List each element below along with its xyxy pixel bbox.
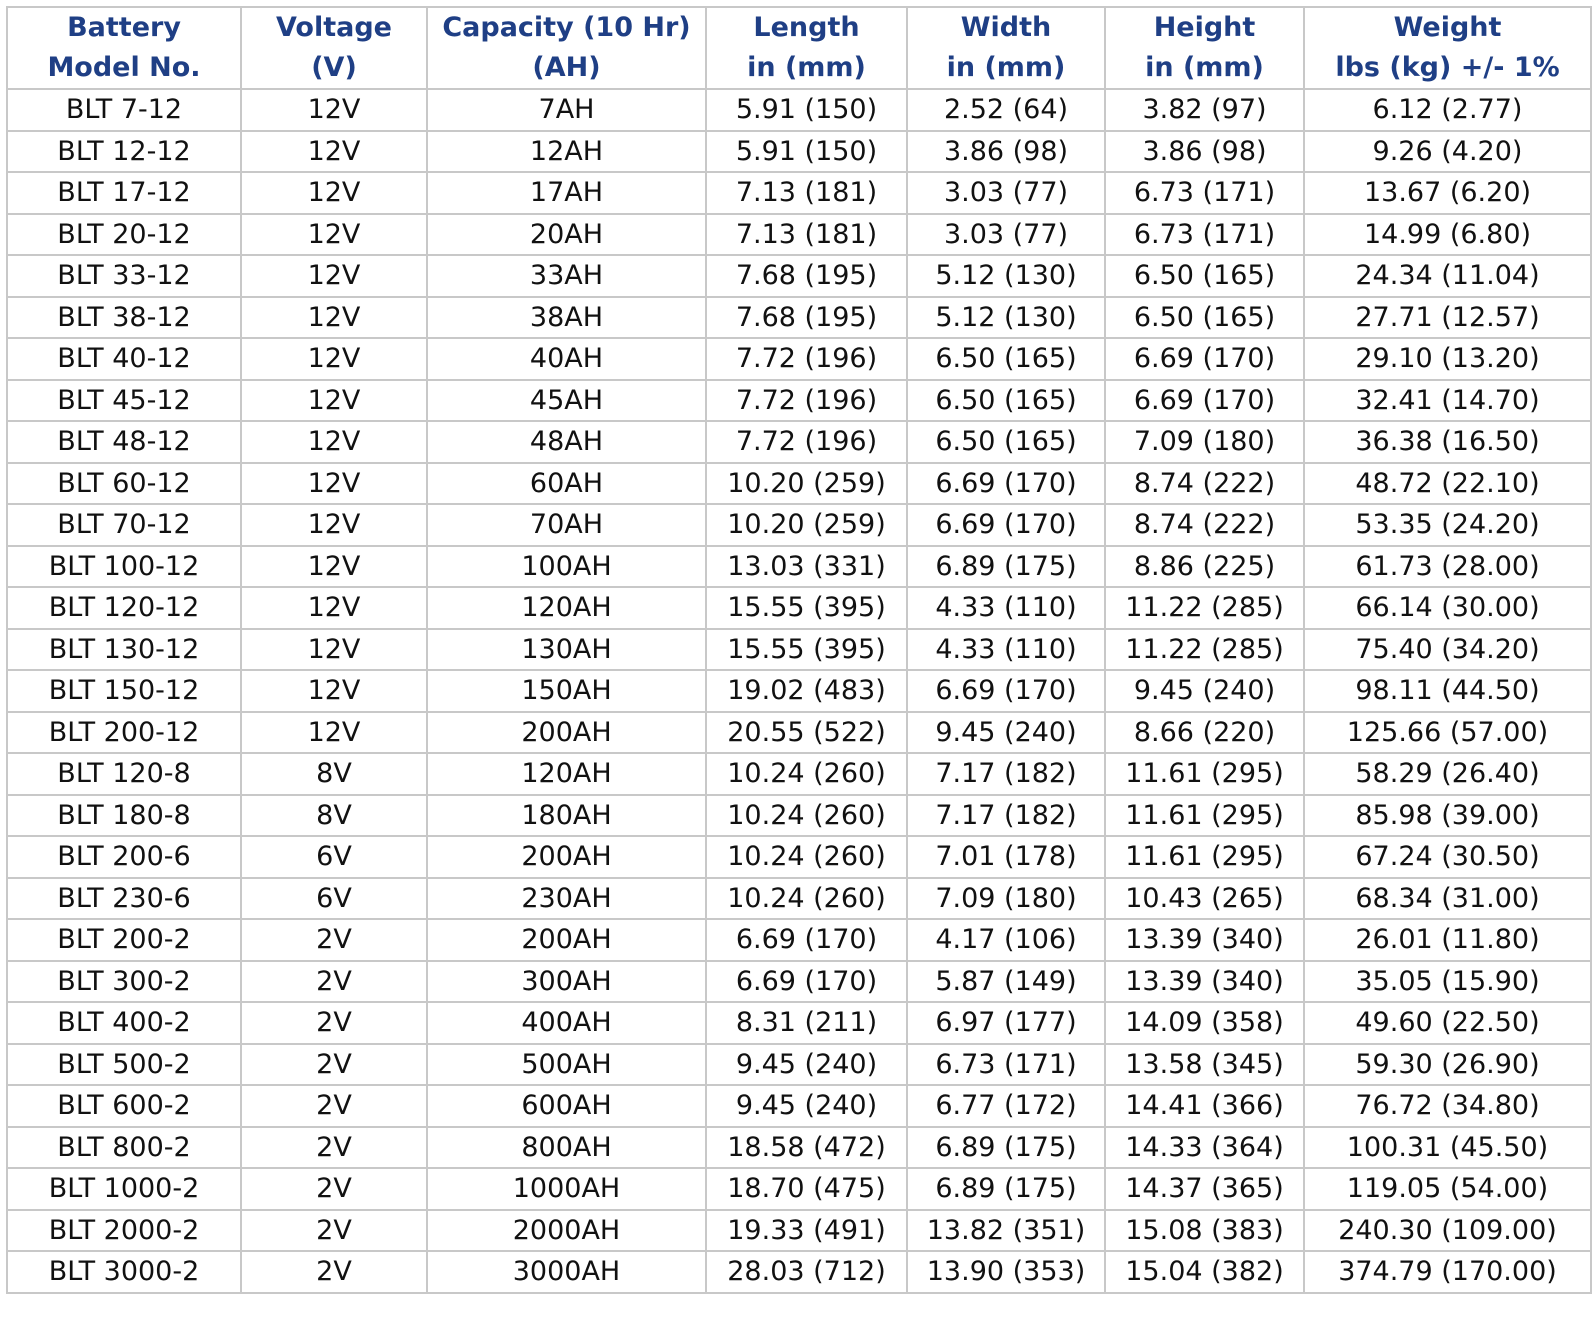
cell-height: 10.43 (265)	[1105, 878, 1304, 920]
cell-width: 7.09 (180)	[907, 878, 1105, 920]
cell-voltage: 2V	[241, 1168, 427, 1210]
cell-width: 7.17 (182)	[907, 795, 1105, 837]
cell-width: 6.69 (170)	[907, 504, 1105, 546]
cell-height: 8.86 (225)	[1105, 546, 1304, 588]
cell-model: BLT 17-12	[7, 172, 241, 214]
cell-voltage: 12V	[241, 712, 427, 754]
cell-voltage: 12V	[241, 629, 427, 671]
cell-voltage: 2V	[241, 1085, 427, 1127]
cell-weight: 14.99 (6.80)	[1304, 214, 1591, 256]
cell-height: 6.69 (170)	[1105, 380, 1304, 422]
cell-height: 11.61 (295)	[1105, 753, 1304, 795]
cell-capacity: 17AH	[427, 172, 706, 214]
cell-length: 19.02 (483)	[706, 670, 907, 712]
cell-height: 6.50 (165)	[1105, 255, 1304, 297]
battery-spec-table	[6, 6, 1592, 1294]
cell-length: 18.58 (472)	[706, 1127, 907, 1169]
cell-length: 10.24 (260)	[706, 795, 907, 837]
cell-model: BLT 150-12	[7, 670, 241, 712]
cell-model: BLT 40-12	[7, 338, 241, 380]
cell-capacity: 230AH	[427, 878, 706, 920]
cell-voltage: 12V	[241, 172, 427, 214]
cell-height: 7.09 (180)	[1105, 421, 1304, 463]
cell-width: 5.87 (149)	[907, 961, 1105, 1003]
cell-width: 6.50 (165)	[907, 421, 1105, 463]
cell-model: BLT 120-8	[7, 753, 241, 795]
cell-capacity: 60AH	[427, 463, 706, 505]
cell-length: 20.55 (522)	[706, 712, 907, 754]
cell-model: BLT 7-12	[7, 89, 241, 131]
cell-length: 19.33 (491)	[706, 1210, 907, 1252]
cell-model: BLT 130-12	[7, 629, 241, 671]
cell-weight: 68.34 (31.00)	[1304, 878, 1591, 920]
cell-weight: 27.71 (12.57)	[1304, 297, 1591, 339]
cell-width: 9.45 (240)	[907, 712, 1105, 754]
cell-voltage: 2V	[241, 1002, 427, 1044]
cell-capacity: 150AH	[427, 670, 706, 712]
cell-model: BLT 48-12	[7, 421, 241, 463]
cell-capacity: 100AH	[427, 546, 706, 588]
cell-voltage: 12V	[241, 338, 427, 380]
cell-height: 11.22 (285)	[1105, 629, 1304, 671]
header-weight-line2: lbs (kg) +/- 1%	[1335, 52, 1560, 83]
cell-model: BLT 20-12	[7, 214, 241, 256]
cell-height: 6.69 (170)	[1105, 338, 1304, 380]
cell-width: 6.77 (172)	[907, 1085, 1105, 1127]
cell-weight: 6.12 (2.77)	[1304, 89, 1591, 131]
header-model	[7, 7, 241, 89]
cell-model: BLT 500-2	[7, 1044, 241, 1086]
cell-weight: 66.14 (30.00)	[1304, 587, 1591, 629]
table-row	[7, 1002, 1591, 1044]
cell-weight: 125.66 (57.00)	[1304, 712, 1591, 754]
cell-voltage: 12V	[241, 587, 427, 629]
table-row	[7, 1127, 1591, 1169]
cell-weight: 76.72 (34.80)	[1304, 1085, 1591, 1127]
cell-height: 8.66 (220)	[1105, 712, 1304, 754]
cell-length: 5.91 (150)	[706, 131, 907, 173]
cell-capacity: 400AH	[427, 1002, 706, 1044]
cell-weight: 49.60 (22.50)	[1304, 1002, 1591, 1044]
table-row	[7, 546, 1591, 588]
cell-length: 7.72 (196)	[706, 380, 907, 422]
cell-length: 7.72 (196)	[706, 338, 907, 380]
cell-weight: 75.40 (34.20)	[1304, 629, 1591, 671]
cell-voltage: 2V	[241, 1127, 427, 1169]
cell-capacity: 130AH	[427, 629, 706, 671]
cell-height: 6.50 (165)	[1105, 297, 1304, 339]
cell-capacity: 33AH	[427, 255, 706, 297]
cell-model: BLT 1000-2	[7, 1168, 241, 1210]
cell-height: 13.39 (340)	[1105, 961, 1304, 1003]
cell-voltage: 2V	[241, 1210, 427, 1252]
cell-length: 10.20 (259)	[706, 463, 907, 505]
table-row	[7, 919, 1591, 961]
table-row	[7, 89, 1591, 131]
table-body	[7, 89, 1591, 1293]
cell-width: 6.89 (175)	[907, 1127, 1105, 1169]
cell-height: 15.04 (382)	[1105, 1251, 1304, 1293]
header-height-line2: in (mm)	[1145, 52, 1264, 83]
cell-weight: 35.05 (15.90)	[1304, 961, 1591, 1003]
table-row	[7, 504, 1591, 546]
cell-width: 6.73 (171)	[907, 1044, 1105, 1086]
header-voltage-line2: (V)	[311, 52, 357, 83]
cell-width: 13.90 (353)	[907, 1251, 1105, 1293]
cell-length: 28.03 (712)	[706, 1251, 907, 1293]
header-width-line2: in (mm)	[946, 52, 1066, 83]
cell-model: BLT 180-8	[7, 795, 241, 837]
cell-length: 10.24 (260)	[706, 836, 907, 878]
cell-voltage: 12V	[241, 463, 427, 505]
cell-length: 15.55 (395)	[706, 629, 907, 671]
cell-capacity: 38AH	[427, 297, 706, 339]
cell-capacity: 7AH	[427, 89, 706, 131]
table-row	[7, 380, 1591, 422]
header-length-line1: Length	[753, 12, 860, 43]
table-row	[7, 131, 1591, 173]
cell-weight: 48.72 (22.10)	[1304, 463, 1591, 505]
cell-width: 6.69 (170)	[907, 670, 1105, 712]
cell-voltage: 12V	[241, 131, 427, 173]
cell-model: BLT 60-12	[7, 463, 241, 505]
cell-voltage: 12V	[241, 504, 427, 546]
cell-width: 4.33 (110)	[907, 587, 1105, 629]
cell-voltage: 12V	[241, 89, 427, 131]
cell-length: 10.24 (260)	[706, 753, 907, 795]
cell-length: 7.72 (196)	[706, 421, 907, 463]
cell-width: 3.03 (77)	[907, 214, 1105, 256]
cell-weight: 61.73 (28.00)	[1304, 546, 1591, 588]
cell-width: 5.12 (130)	[907, 255, 1105, 297]
cell-length: 7.68 (195)	[706, 297, 907, 339]
cell-length: 9.45 (240)	[706, 1044, 907, 1086]
cell-capacity: 20AH	[427, 214, 706, 256]
cell-width: 7.01 (178)	[907, 836, 1105, 878]
cell-width: 6.89 (175)	[907, 546, 1105, 588]
table-row	[7, 1251, 1591, 1293]
table-row	[7, 421, 1591, 463]
cell-length: 6.69 (170)	[706, 961, 907, 1003]
cell-weight: 240.30 (109.00)	[1304, 1210, 1591, 1252]
cell-weight: 9.26 (4.20)	[1304, 131, 1591, 173]
cell-height: 13.58 (345)	[1105, 1044, 1304, 1086]
cell-voltage: 8V	[241, 795, 427, 837]
cell-height: 8.74 (222)	[1105, 463, 1304, 505]
header-length-line2: in (mm)	[747, 52, 866, 83]
table-row	[7, 587, 1591, 629]
cell-model: BLT 230-6	[7, 878, 241, 920]
cell-capacity: 2000AH	[427, 1210, 706, 1252]
cell-capacity: 12AH	[427, 131, 706, 173]
cell-weight: 58.29 (26.40)	[1304, 753, 1591, 795]
cell-capacity: 1000AH	[427, 1168, 706, 1210]
cell-model: BLT 120-12	[7, 587, 241, 629]
cell-voltage: 12V	[241, 297, 427, 339]
cell-weight: 59.30 (26.90)	[1304, 1044, 1591, 1086]
cell-voltage: 12V	[241, 546, 427, 588]
cell-capacity: 800AH	[427, 1127, 706, 1169]
cell-voltage: 6V	[241, 836, 427, 878]
cell-model: BLT 100-12	[7, 546, 241, 588]
cell-model: BLT 33-12	[7, 255, 241, 297]
cell-width: 4.33 (110)	[907, 629, 1105, 671]
cell-height: 14.09 (358)	[1105, 1002, 1304, 1044]
cell-model: BLT 300-2	[7, 961, 241, 1003]
cell-height: 11.61 (295)	[1105, 795, 1304, 837]
header-height	[1105, 7, 1304, 89]
cell-width: 3.03 (77)	[907, 172, 1105, 214]
cell-height: 3.82 (97)	[1105, 89, 1304, 131]
cell-weight: 374.79 (170.00)	[1304, 1251, 1591, 1293]
table-row	[7, 255, 1591, 297]
table-row	[7, 1085, 1591, 1127]
header-capacity-line2: (AH)	[532, 52, 601, 83]
cell-model: BLT 800-2	[7, 1127, 241, 1169]
cell-model: BLT 600-2	[7, 1085, 241, 1127]
header-voltage	[241, 7, 427, 89]
cell-weight: 85.98 (39.00)	[1304, 795, 1591, 837]
cell-weight: 98.11 (44.50)	[1304, 670, 1591, 712]
table-row	[7, 1044, 1591, 1086]
header-model-line1: Battery	[67, 12, 181, 43]
cell-weight: 26.01 (11.80)	[1304, 919, 1591, 961]
cell-model: BLT 3000-2	[7, 1251, 241, 1293]
cell-capacity: 200AH	[427, 919, 706, 961]
cell-model: BLT 12-12	[7, 131, 241, 173]
table-row	[7, 961, 1591, 1003]
cell-width: 6.97 (177)	[907, 1002, 1105, 1044]
cell-weight: 29.10 (13.20)	[1304, 338, 1591, 380]
cell-weight: 67.24 (30.50)	[1304, 836, 1591, 878]
table-row	[7, 214, 1591, 256]
table-row	[7, 297, 1591, 339]
table-row	[7, 670, 1591, 712]
cell-model: BLT 200-2	[7, 919, 241, 961]
table-row	[7, 1168, 1591, 1210]
cell-capacity: 500AH	[427, 1044, 706, 1086]
cell-voltage: 12V	[241, 255, 427, 297]
cell-width: 3.86 (98)	[907, 131, 1105, 173]
cell-width: 6.50 (165)	[907, 380, 1105, 422]
table-row	[7, 463, 1591, 505]
cell-weight: 119.05 (54.00)	[1304, 1168, 1591, 1210]
cell-capacity: 45AH	[427, 380, 706, 422]
cell-height: 11.22 (285)	[1105, 587, 1304, 629]
table-row	[7, 338, 1591, 380]
cell-length: 7.68 (195)	[706, 255, 907, 297]
cell-capacity: 120AH	[427, 587, 706, 629]
cell-height: 14.37 (365)	[1105, 1168, 1304, 1210]
cell-model: BLT 2000-2	[7, 1210, 241, 1252]
table-row	[7, 795, 1591, 837]
cell-model: BLT 38-12	[7, 297, 241, 339]
header-weight-line1: Weight	[1393, 12, 1502, 43]
cell-width: 6.69 (170)	[907, 463, 1105, 505]
cell-model: BLT 200-12	[7, 712, 241, 754]
cell-capacity: 180AH	[427, 795, 706, 837]
cell-capacity: 70AH	[427, 504, 706, 546]
cell-weight: 32.41 (14.70)	[1304, 380, 1591, 422]
cell-voltage: 6V	[241, 878, 427, 920]
cell-length: 15.55 (395)	[706, 587, 907, 629]
cell-capacity: 120AH	[427, 753, 706, 795]
cell-model: BLT 400-2	[7, 1002, 241, 1044]
cell-model: BLT 70-12	[7, 504, 241, 546]
cell-weight: 53.35 (24.20)	[1304, 504, 1591, 546]
header-width	[907, 7, 1105, 89]
cell-voltage: 2V	[241, 919, 427, 961]
table-row	[7, 836, 1591, 878]
cell-voltage: 12V	[241, 214, 427, 256]
header-length	[706, 7, 907, 89]
cell-width: 2.52 (64)	[907, 89, 1105, 131]
header-height-line1: Height	[1153, 12, 1256, 43]
cell-width: 6.50 (165)	[907, 338, 1105, 380]
cell-width: 7.17 (182)	[907, 753, 1105, 795]
cell-model: BLT 200-6	[7, 836, 241, 878]
header-voltage-line1: Voltage	[276, 12, 392, 43]
cell-weight: 36.38 (16.50)	[1304, 421, 1591, 463]
cell-length: 8.31 (211)	[706, 1002, 907, 1044]
cell-height: 13.39 (340)	[1105, 919, 1304, 961]
cell-capacity: 3000AH	[427, 1251, 706, 1293]
cell-height: 8.74 (222)	[1105, 504, 1304, 546]
cell-length: 10.20 (259)	[706, 504, 907, 546]
cell-capacity: 200AH	[427, 836, 706, 878]
cell-weight: 24.34 (11.04)	[1304, 255, 1591, 297]
cell-weight: 13.67 (6.20)	[1304, 172, 1591, 214]
cell-height: 9.45 (240)	[1105, 670, 1304, 712]
cell-width: 5.12 (130)	[907, 297, 1105, 339]
cell-height: 14.33 (364)	[1105, 1127, 1304, 1169]
table-row	[7, 629, 1591, 671]
cell-length: 7.13 (181)	[706, 172, 907, 214]
cell-voltage: 12V	[241, 670, 427, 712]
header-row	[7, 7, 1591, 89]
cell-model: BLT 45-12	[7, 380, 241, 422]
header-model-line2: Model No.	[47, 52, 201, 83]
cell-height: 14.41 (366)	[1105, 1085, 1304, 1127]
cell-width: 6.89 (175)	[907, 1168, 1105, 1210]
cell-width: 13.82 (351)	[907, 1210, 1105, 1252]
cell-height: 6.73 (171)	[1105, 172, 1304, 214]
header-capacity	[427, 7, 706, 89]
header-weight	[1304, 7, 1591, 89]
cell-voltage: 2V	[241, 1044, 427, 1086]
cell-length: 13.03 (331)	[706, 546, 907, 588]
cell-weight: 100.31 (45.50)	[1304, 1127, 1591, 1169]
cell-length: 10.24 (260)	[706, 878, 907, 920]
cell-voltage: 12V	[241, 380, 427, 422]
header-width-line1: Width	[960, 12, 1052, 43]
cell-capacity: 40AH	[427, 338, 706, 380]
cell-capacity: 300AH	[427, 961, 706, 1003]
table-row	[7, 172, 1591, 214]
table-row	[7, 712, 1591, 754]
cell-voltage: 12V	[241, 421, 427, 463]
table-row	[7, 753, 1591, 795]
cell-length: 9.45 (240)	[706, 1085, 907, 1127]
cell-capacity: 200AH	[427, 712, 706, 754]
table-row	[7, 1210, 1591, 1252]
table-row	[7, 878, 1591, 920]
cell-length: 5.91 (150)	[706, 89, 907, 131]
cell-height: 6.73 (171)	[1105, 214, 1304, 256]
cell-height: 3.86 (98)	[1105, 131, 1304, 173]
cell-voltage: 8V	[241, 753, 427, 795]
cell-height: 11.61 (295)	[1105, 836, 1304, 878]
cell-capacity: 600AH	[427, 1085, 706, 1127]
cell-length: 7.13 (181)	[706, 214, 907, 256]
cell-height: 15.08 (383)	[1105, 1210, 1304, 1252]
cell-voltage: 2V	[241, 961, 427, 1003]
cell-width: 4.17 (106)	[907, 919, 1105, 961]
cell-length: 6.69 (170)	[706, 919, 907, 961]
cell-voltage: 2V	[241, 1251, 427, 1293]
cell-length: 18.70 (475)	[706, 1168, 907, 1210]
header-capacity-line1: Capacity (10 Hr)	[442, 12, 691, 43]
cell-capacity: 48AH	[427, 421, 706, 463]
